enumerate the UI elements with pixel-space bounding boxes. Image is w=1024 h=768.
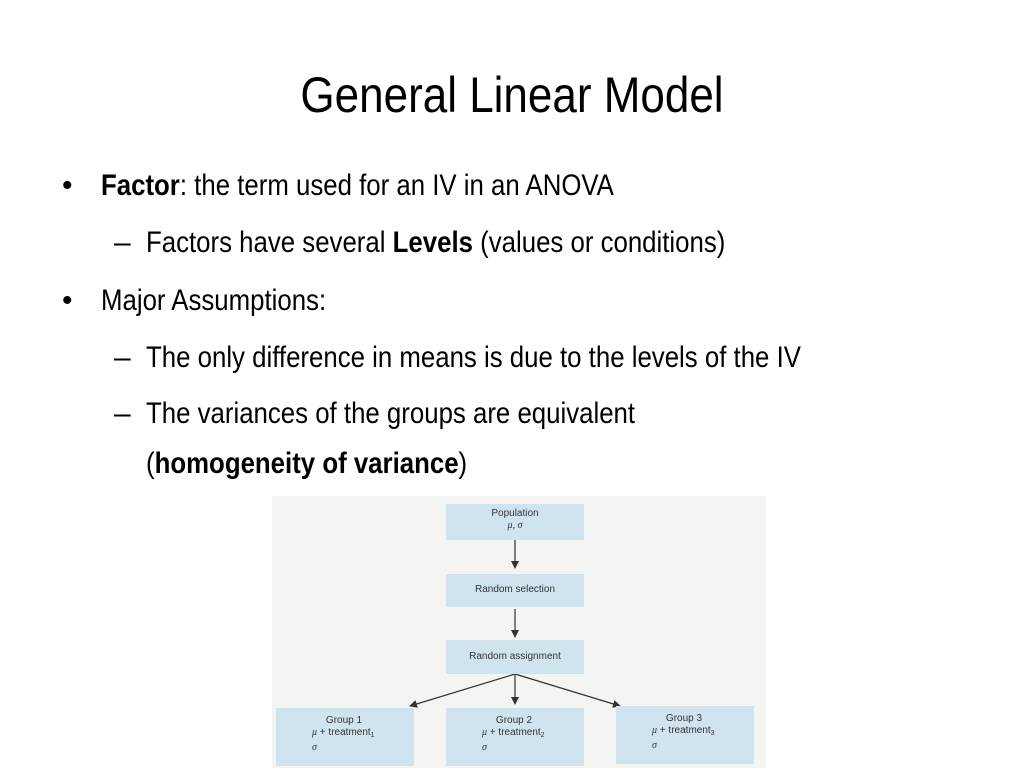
arrow-to-group-1 <box>410 674 515 706</box>
sub-bullet-marker: – <box>114 397 131 430</box>
treatment-text: + treatment <box>657 725 711 736</box>
treatment-subscript: 1 <box>370 732 375 739</box>
group-2-label: Group 2 <box>495 715 533 726</box>
population-label: Population <box>491 508 539 519</box>
sigma-symbol: σ <box>482 742 487 753</box>
random-assignment-label: Random assignment <box>469 651 561 662</box>
term-homogeneity: homogeneity of variance <box>154 447 459 480</box>
sigma-symbol: σ <box>652 740 657 751</box>
random-selection-label: Random selection <box>474 584 556 595</box>
paren-close: ) <box>458 447 468 480</box>
treatment-text: + treatment <box>317 727 371 738</box>
bullet-factor-text: : the term used for an IV in an ANOVA <box>179 169 614 202</box>
sub-bullet-variances: The variances of the groups are equivalent <box>146 397 636 430</box>
sub-bullet-marker: – <box>114 226 131 259</box>
sub-bullet-levels-post: (values or conditions) <box>472 226 726 259</box>
bullet-assumptions: Major Assumptions: <box>101 284 327 317</box>
sub-bullet-levels-pre: Factors have several <box>146 226 393 259</box>
group-1-label: Group 1 <box>325 715 363 726</box>
term-factor: Factor <box>101 169 180 202</box>
random-assignment-box <box>446 640 584 674</box>
bullet-marker: • <box>62 284 73 317</box>
term-levels: Levels <box>392 226 473 259</box>
arrow-to-group-3 <box>515 674 620 706</box>
treatment-subscript: 2 <box>540 732 545 739</box>
group-1-box <box>276 708 414 766</box>
sub-bullet-marker: – <box>114 341 131 374</box>
population-box <box>446 504 584 540</box>
group-2-box <box>446 708 584 766</box>
treatment-text: + treatment <box>487 727 541 738</box>
sub-bullet-means: The only difference in means is due to the levels of the IV <box>146 341 801 374</box>
bullet-marker: • <box>62 169 73 202</box>
population-params: μ, σ <box>507 520 523 531</box>
slide-title: General Linear Model <box>300 67 724 123</box>
group-3-label: Group 3 <box>665 713 703 724</box>
sampling-diagram <box>272 496 766 768</box>
mu-symbol: μ <box>652 725 658 736</box>
sub-bullet-variances-cont <box>146 446 467 482</box>
treatment-subscript: 3 <box>710 730 715 737</box>
mu-symbol: μ <box>482 727 488 738</box>
group-3-box <box>616 706 754 764</box>
sub-bullet-levels <box>146 225 725 261</box>
bullet-factor <box>101 168 614 204</box>
random-selection-box <box>446 574 584 607</box>
mu-symbol: μ <box>312 727 318 738</box>
paren-open: ( <box>146 447 155 480</box>
sigma-symbol: σ <box>312 742 317 753</box>
